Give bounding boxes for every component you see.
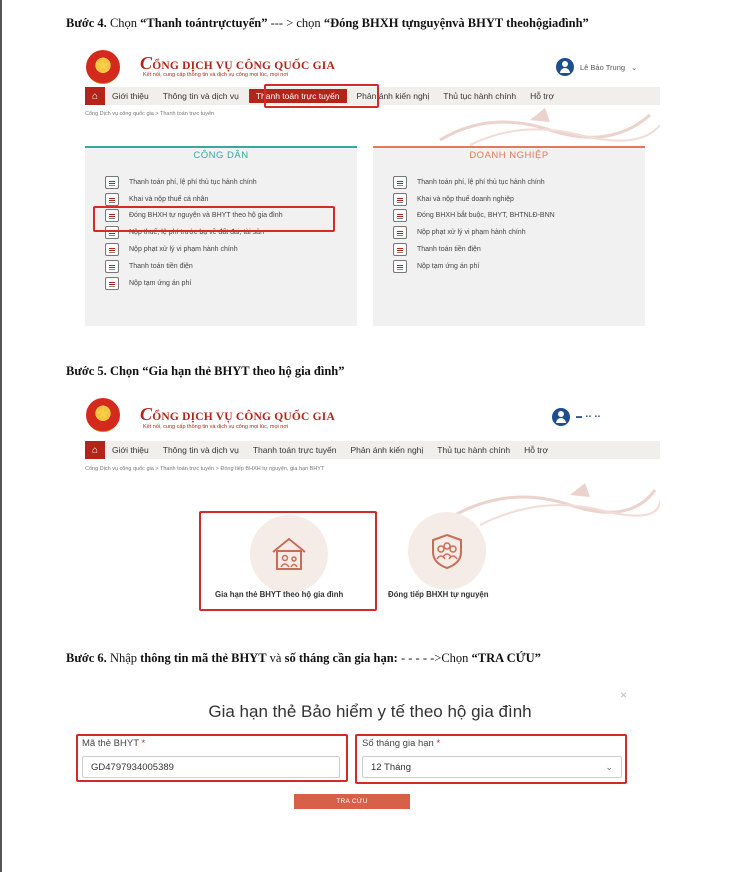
decorative-birds-graphic (450, 470, 660, 530)
continue-bhxh-card[interactable] (408, 512, 486, 590)
national-emblem-icon[interactable] (86, 398, 120, 432)
scales-icon (105, 277, 119, 290)
form-title: Gia hạn thẻ Bảo hiểm y tế theo hộ gia đình (208, 702, 532, 721)
business-panel (373, 146, 645, 326)
user-menu[interactable] (552, 408, 601, 426)
nav-online-payment[interactable]: Thanh toán trực tuyến (249, 89, 347, 103)
citizen-panel-title: CÔNG DÂN (85, 146, 357, 162)
nav-intro[interactable]: Giới thiệu (112, 91, 149, 101)
national-emblem-icon[interactable] (86, 50, 120, 84)
shield-people-icon (425, 529, 469, 573)
highlight-months (355, 734, 627, 784)
nav-online-payment[interactable]: Thanh toán trực tuyến (252, 445, 337, 455)
portal-subtitle: Kết nối, cung cấp thông tin và dịch vụ công mọi lúc, mọi nơi (143, 424, 289, 430)
close-icon[interactable]: × (620, 688, 628, 702)
citizen-service-item[interactable]: Nộp thuế, lệ phí trước bạ về đất đai, tài sản (85, 224, 357, 241)
step6-heading: Bước 6. Nhập thông tin mã thẻ BHYT và số tháng cần gia hạn: - - - - ->Chọn “TRA CỨU” (66, 651, 541, 665)
user-menu[interactable] (556, 58, 637, 76)
citizen-service-item[interactable]: Thanh toán tiền điện (85, 258, 357, 275)
portal-title[interactable]: CỔNG DỊCH VỤ CÔNG QUỐC GIA (140, 53, 335, 73)
fine-icon (393, 226, 407, 239)
step4-breadcrumb[interactable]: Cổng Dịch vụ công quốc gia > Thanh toán trực tuyến (85, 111, 215, 117)
nav-feedback[interactable]: Phản ánh kiến nghị (350, 445, 424, 455)
citizen-service-item[interactable]: Nộp tạm ứng án phí (85, 275, 357, 292)
user-avatar-icon (552, 408, 570, 426)
business-service-item[interactable]: Đóng BHXH bắt buộc, BHYT, BHTNLĐ-BNN (373, 208, 645, 225)
step5-breadcrumb[interactable]: Cổng Dịch vụ công quốc gia > Thanh toán trực tuyến > Đóng tiếp BHXH tự nguyện, gia hạn BHYT (85, 466, 325, 472)
highlight-online-payment (264, 84, 379, 108)
business-panel-title: DOANH NGHIỆP (373, 146, 645, 162)
electricity-icon (105, 260, 119, 273)
scales-icon (393, 260, 407, 273)
portal-subtitle: Kết nối, cung cấp thông tin và dịch vụ công mọi lúc, mọi nơi (143, 72, 289, 78)
card-number-input[interactable]: GD4797934005389 (82, 756, 340, 778)
portal-title[interactable]: CỔNG DỊCH VỤ CÔNG QUỐC GIA (140, 404, 335, 424)
months-label: Số tháng gia hạn * (362, 738, 441, 749)
citizen-service-item[interactable]: Khai và nộp thuế cá nhân (85, 191, 357, 208)
citizen-service-item[interactable]: Thanh toán phí, lệ phí thủ tục hành chính (85, 174, 357, 191)
nav-info-services[interactable]: Thông tin và dịch vụ (162, 91, 239, 101)
step5-main-nav (85, 441, 660, 459)
highlight-card-number (76, 734, 348, 782)
user-avatar-icon (556, 58, 574, 76)
nav-admin-procedures[interactable]: Thủ tục hành chính (437, 445, 511, 455)
decorative-birds-graphic (430, 100, 660, 150)
citizen-panel (85, 146, 357, 326)
citizen-service-item[interactable]: Nộp phạt xử lý vi phạm hành chính (85, 241, 357, 258)
home-icon[interactable]: ⌂ (85, 441, 105, 459)
chevron-down-icon: ⌄ (631, 62, 638, 72)
search-button[interactable]: TRA CỨU (294, 794, 410, 809)
home-icon[interactable]: ⌂ (85, 87, 105, 105)
months-select[interactable]: 12 Tháng ⌄ (362, 756, 622, 778)
business-service-item[interactable]: Nộp tạm ứng án phí (373, 258, 645, 275)
business-service-item[interactable]: Khai và nộp thuế doanh nghiệp (373, 191, 645, 208)
receipt-icon (393, 176, 407, 189)
continue-bhxh-label[interactable]: Đóng tiếp BHXH tự nguyện (388, 590, 489, 599)
highlight-bhxh-service (93, 206, 335, 232)
business-service-item[interactable]: Thanh toán tiền điện (373, 241, 645, 258)
nav-feedback[interactable]: Phản ánh kiến nghị (356, 91, 430, 101)
tax-form-icon (105, 193, 119, 206)
chevron-down-icon: ⌄ (605, 762, 613, 772)
fine-icon (105, 243, 119, 256)
electricity-icon (393, 243, 407, 256)
step5-heading: Bước 5. Chọn “Gia hạn thẻ BHYT theo hộ gia đình” (66, 364, 345, 378)
card-number-label: Mã thẻ BHYT * (82, 738, 146, 749)
nav-info-services[interactable]: Thông tin và dịch vụ (162, 445, 239, 455)
receipt-icon (105, 176, 119, 189)
business-service-item[interactable]: Thanh toán phí, lệ phí thủ tục hành chính (373, 174, 645, 191)
tax-form-icon (393, 193, 407, 206)
nav-admin-procedures[interactable]: Thủ tục hành chính (443, 91, 517, 101)
citizen-service-item[interactable]: Đóng BHXH tự nguyện và BHYT theo hộ gia đình (85, 208, 357, 225)
nav-support[interactable]: Hỗ trợ (530, 91, 555, 101)
user-name-masked: ▬ ▪▪ ▪▪ (576, 414, 601, 420)
nav-intro[interactable]: Giới thiệu (112, 445, 149, 455)
highlight-renew-card (199, 511, 377, 611)
nav-support[interactable]: Hỗ trợ (524, 445, 549, 455)
insurance-icon (393, 209, 407, 222)
business-service-item[interactable]: Nộp phạt xử lý vi phạm hành chính (373, 224, 645, 241)
renew-bhyt-label[interactable]: Gia hạn thẻ BHYT theo hộ gia đình (215, 590, 344, 599)
step4-heading: Bước 4. Chọn “Thanh toántrựctuyến” --- > chọn “Đóng BHXH tựnguyệnvà BHYT theohộgiađình” (66, 16, 589, 30)
user-name: Lê Bảo Trung (580, 62, 626, 72)
